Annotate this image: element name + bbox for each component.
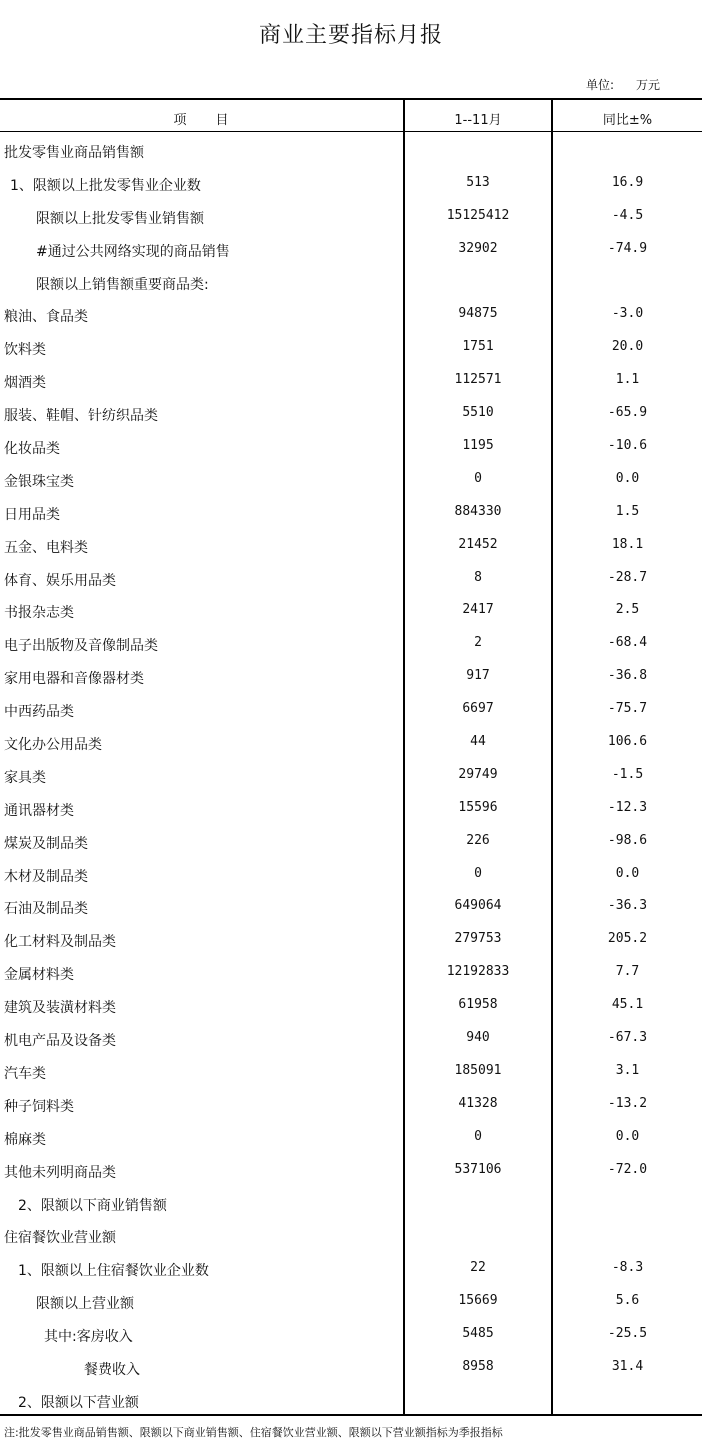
row-value: 41328	[458, 1095, 498, 1111]
row-value: 44	[470, 734, 486, 750]
table-row	[0, 1057, 702, 1090]
row-yoy: 2.5	[615, 602, 640, 618]
row-yoy: 0.0	[615, 1128, 640, 1144]
row-label: 金银珠宝类	[4, 473, 74, 490]
row-value: 917	[466, 668, 490, 684]
table-row	[0, 761, 702, 794]
row-label: 汽车类	[4, 1065, 46, 1082]
row-value: 8	[474, 569, 482, 585]
row-yoy: -12.3	[607, 799, 648, 815]
table-row	[0, 136, 702, 169]
row-value: 5485	[462, 1326, 494, 1342]
table-body	[0, 136, 702, 1419]
table-row	[0, 1189, 702, 1222]
row-label: 2、限额以下商业销售额	[18, 1197, 167, 1214]
row-label: 化妆品类	[4, 441, 60, 458]
table-row	[0, 531, 702, 564]
table-row	[0, 169, 702, 202]
table-row	[0, 366, 702, 399]
row-value: 0	[474, 470, 482, 486]
table-row	[0, 925, 702, 958]
report-title: 商业主要指标月报	[258, 23, 443, 48]
row-yoy: -28.7	[607, 569, 648, 585]
table-row	[0, 662, 702, 695]
row-label: 限额以上批发零售业销售额	[36, 210, 204, 227]
row-yoy: 5.6	[615, 1293, 640, 1309]
row-label: 通讯器材类	[4, 802, 74, 819]
row-yoy: -36.3	[607, 898, 648, 914]
row-yoy: -13.2	[607, 1095, 648, 1111]
table-row	[0, 1123, 702, 1156]
row-value: 0	[474, 1128, 482, 1144]
row-value: 226	[466, 832, 490, 848]
table-row	[0, 268, 702, 301]
row-yoy: 0.0	[615, 470, 640, 486]
row-label: 烟酒类	[4, 375, 46, 392]
row-label: 体育、娱乐用品类	[4, 572, 116, 589]
row-label: 其中:客房收入	[44, 1329, 133, 1346]
row-yoy: -67.3	[607, 1030, 648, 1046]
footnote: 注:批发零售业商品销售额、限额以下商业销售额、住宿餐饮业营业额、限额以下营业额指标为季报指标	[4, 1426, 503, 1439]
row-value: 1195	[462, 438, 494, 454]
row-label: 金属材料类	[4, 967, 74, 984]
row-label: 中西药品类	[4, 704, 74, 721]
indicator-table	[0, 98, 702, 1416]
row-label: 石油及制品类	[4, 901, 88, 918]
table-row	[0, 991, 702, 1024]
row-value: 32902	[458, 240, 498, 256]
header-yoy: 同比±%	[602, 113, 653, 128]
row-value: 537106	[454, 1161, 502, 1177]
header-item: 项 目	[173, 113, 230, 128]
row-label: 限额以上销售额重要商品类:	[36, 276, 209, 293]
table-row	[0, 629, 702, 662]
row-value: 0	[474, 865, 482, 881]
row-value: 15669	[458, 1293, 498, 1309]
row-label: 建筑及装潢材料类	[4, 1000, 116, 1017]
row-value: 12192833	[446, 964, 510, 980]
row-label: 棉麻类	[4, 1131, 46, 1148]
table-row	[0, 794, 702, 827]
row-yoy: -98.6	[607, 832, 648, 848]
row-value: 884330	[454, 503, 502, 519]
row-value: 2417	[462, 602, 494, 618]
row-label: 其他未列明商品类	[4, 1164, 116, 1181]
row-label: 1、限额以上批发零售业企业数	[10, 177, 201, 194]
row-label: 煤炭及制品类	[4, 835, 88, 852]
row-label: 1、限额以上住宿餐饮业企业数	[18, 1263, 209, 1280]
row-value: 1751	[462, 339, 494, 355]
table-row	[0, 1386, 702, 1419]
row-label: 木材及制品类	[4, 868, 88, 885]
table-row	[0, 235, 702, 268]
table-row	[0, 596, 702, 629]
table-row	[0, 860, 702, 893]
row-label: 批发零售业商品销售额	[4, 145, 144, 161]
row-value: 15125412	[446, 207, 510, 223]
table-row	[0, 892, 702, 925]
table-row	[0, 1353, 702, 1386]
table-row	[0, 958, 702, 991]
row-yoy: 20.0	[611, 339, 644, 355]
table-row	[0, 432, 702, 465]
row-yoy: -36.8	[607, 668, 648, 684]
row-value: 2	[474, 635, 482, 651]
row-label: 书报杂志类	[4, 605, 74, 622]
row-label: 限额以上营业额	[36, 1296, 134, 1313]
table-row	[0, 1221, 702, 1254]
row-value: 21452	[458, 536, 498, 552]
row-yoy: 3.1	[615, 1062, 640, 1078]
row-label: 家用电器和音像器材类	[4, 671, 144, 688]
row-label: 家具类	[4, 769, 46, 786]
row-label: 化工材料及制品类	[4, 934, 116, 951]
row-yoy: -75.7	[607, 701, 648, 717]
row-label: 粮油、食品类	[4, 309, 88, 326]
row-label: #通过公共网络实现的商品销售	[36, 243, 230, 260]
row-yoy: 16.9	[611, 174, 644, 190]
row-label: 机电产品及设备类	[4, 1033, 116, 1050]
table-row	[0, 300, 702, 333]
table-row	[0, 728, 702, 761]
table-row	[0, 695, 702, 728]
row-yoy: 7.7	[615, 964, 640, 980]
row-yoy: -10.6	[607, 438, 648, 454]
table-row	[0, 827, 702, 860]
table-row	[0, 1156, 702, 1189]
row-yoy: 0.0	[615, 865, 640, 881]
row-label: 文化办公用品类	[4, 737, 102, 754]
row-label: 种子饲料类	[4, 1098, 74, 1115]
row-value: 29749	[458, 766, 498, 782]
row-yoy: -4.5	[611, 207, 644, 223]
row-yoy: 45.1	[611, 997, 644, 1013]
table-row	[0, 1320, 702, 1353]
row-yoy: -74.9	[607, 240, 648, 256]
unit-line	[586, 76, 660, 93]
table-row	[0, 202, 702, 235]
row-value: 513	[466, 174, 490, 190]
unit-value: 万元	[636, 78, 661, 92]
table-row	[0, 465, 702, 498]
row-value: 185091	[454, 1062, 502, 1078]
row-value: 8958	[462, 1358, 494, 1374]
row-label: 电子出版物及音像制品类	[4, 638, 158, 655]
row-label: 服装、鞋帽、针纺织品类	[4, 408, 158, 425]
table-row	[0, 498, 702, 531]
table-row	[0, 564, 702, 597]
row-yoy: -65.9	[607, 405, 648, 421]
table-row	[0, 1090, 702, 1123]
row-yoy: -68.4	[607, 635, 648, 651]
table-row	[0, 399, 702, 432]
row-value: 94875	[458, 306, 498, 322]
row-value: 940	[466, 1030, 490, 1046]
row-yoy: 18.1	[611, 536, 644, 552]
header-period: 1--11月	[454, 113, 502, 128]
row-label: 日用品类	[4, 506, 60, 523]
row-value: 22	[470, 1260, 486, 1276]
row-label: 2、限额以下营业额	[18, 1394, 139, 1411]
table-header	[0, 100, 702, 132]
row-yoy: -25.5	[607, 1326, 648, 1342]
row-value: 112571	[454, 372, 502, 388]
row-yoy: 31.4	[611, 1358, 644, 1374]
table-row	[0, 1254, 702, 1287]
table-row	[0, 333, 702, 366]
row-yoy: -72.0	[607, 1161, 648, 1177]
row-label: 餐费收入	[84, 1361, 140, 1378]
table-row	[0, 1024, 702, 1057]
row-yoy: -3.0	[611, 306, 644, 322]
row-value: 15596	[458, 799, 498, 815]
row-yoy: -1.5	[611, 766, 644, 782]
row-label: 住宿餐饮业营业额	[4, 1230, 116, 1247]
row-value: 5510	[462, 405, 494, 421]
row-yoy: 1.1	[615, 372, 640, 388]
row-yoy: 205.2	[607, 931, 648, 947]
row-value: 279753	[454, 931, 502, 947]
row-yoy: 106.6	[607, 734, 648, 750]
row-yoy: 1.5	[615, 503, 640, 519]
table-row	[0, 1287, 702, 1320]
row-yoy: -8.3	[611, 1260, 644, 1276]
row-value: 649064	[454, 898, 502, 914]
row-label: 饮料类	[4, 342, 46, 359]
unit-label: 单位:	[586, 78, 615, 92]
row-value: 6697	[462, 701, 494, 717]
row-label: 五金、电料类	[4, 539, 88, 556]
row-value: 61958	[458, 997, 498, 1013]
